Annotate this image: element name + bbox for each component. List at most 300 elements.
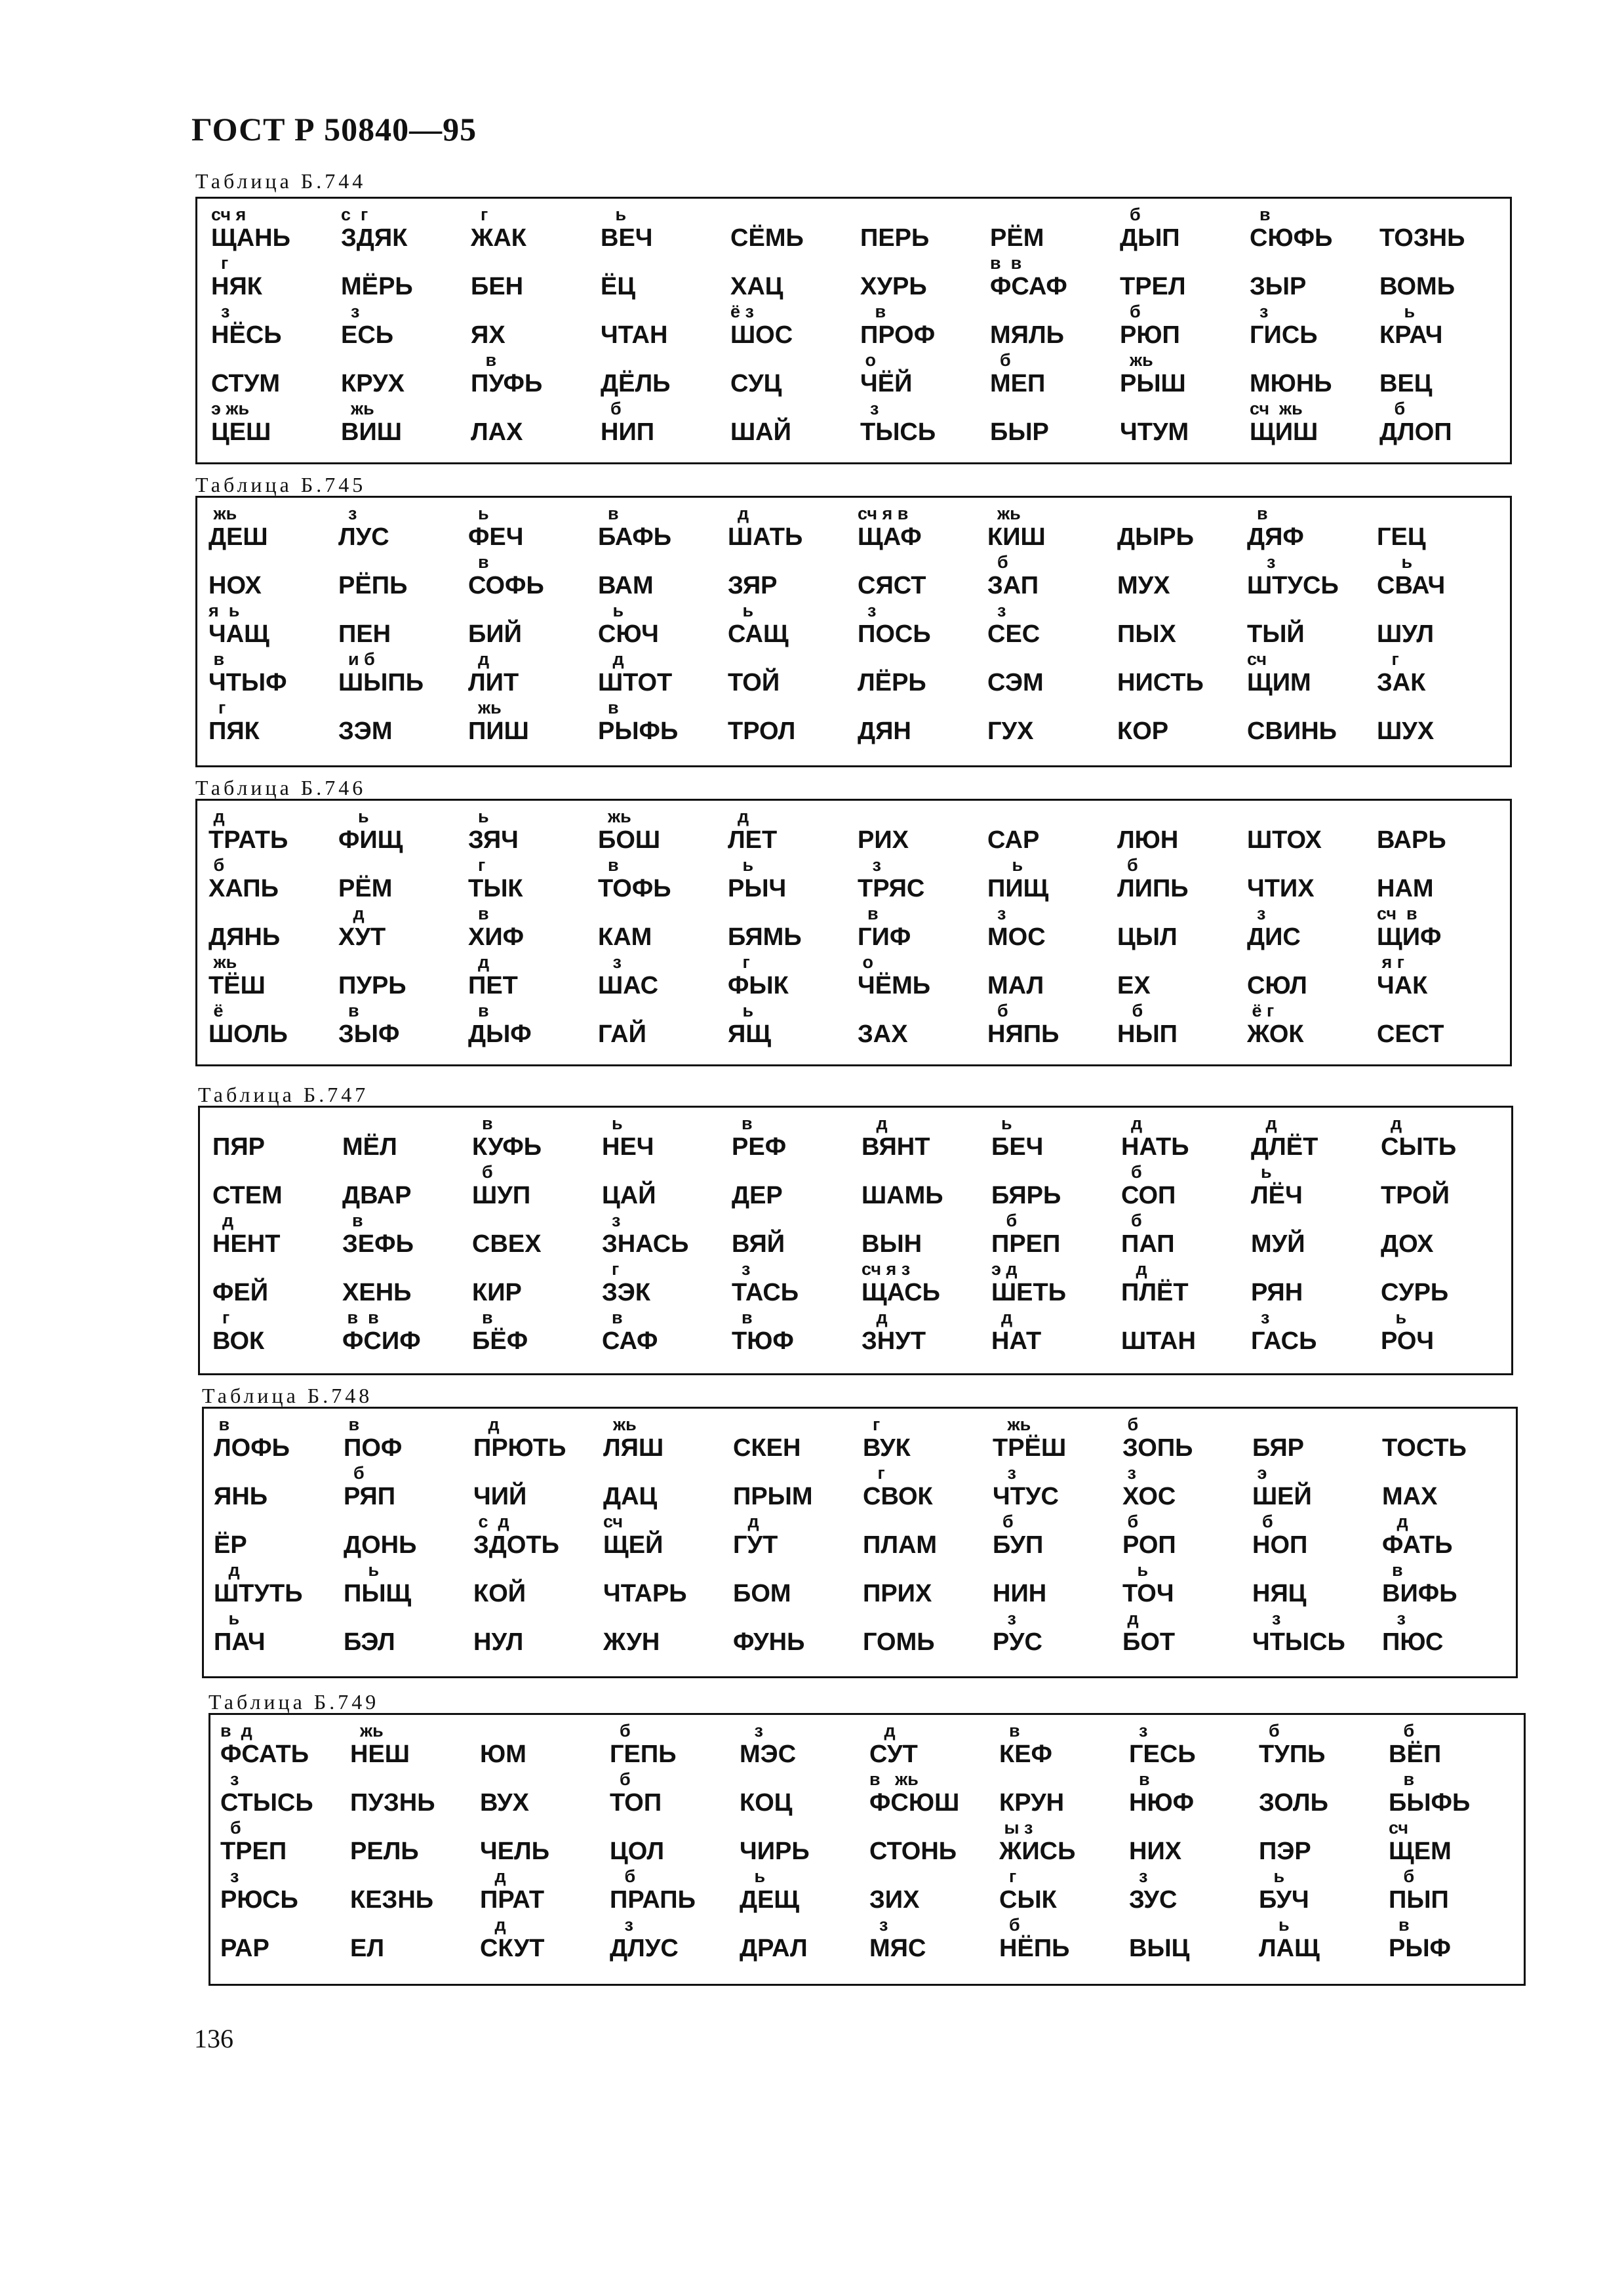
word-cell	[601, 205, 725, 253]
word-cell	[1381, 1114, 1505, 1162]
word-cell	[728, 698, 852, 746]
letter-marks: б	[610, 1721, 631, 1741]
letter-marks: г	[471, 205, 488, 224]
word-cell	[602, 1308, 726, 1356]
test-word: КИШ	[987, 523, 1046, 551]
letter-marks: ь	[1377, 552, 1413, 572]
test-word: ДАЦ	[603, 1483, 658, 1510]
letter-marks: д	[1122, 1609, 1139, 1628]
word-cell	[987, 904, 1112, 952]
test-word: ЗЯЧ	[468, 826, 519, 854]
letter-marks: з	[1251, 1308, 1270, 1327]
word-cell	[858, 649, 982, 698]
test-word: КАМ	[598, 923, 652, 951]
word-cell	[1377, 504, 1501, 552]
test-word: ЗЯР	[728, 572, 778, 599]
word-cell	[991, 1259, 1116, 1308]
word-cell	[598, 552, 723, 601]
test-word: ШЫПЬ	[338, 669, 424, 696]
word-cell	[1377, 698, 1501, 746]
word-cell	[350, 1721, 475, 1769]
letter-marks: э д	[991, 1259, 1018, 1279]
word-cell	[1122, 1463, 1247, 1512]
letter-marks: д	[869, 1721, 896, 1741]
test-word: КРАЧ	[1379, 321, 1443, 349]
test-word: ТРЯС	[858, 875, 925, 902]
letter-marks: з	[602, 1211, 621, 1230]
word-cell	[214, 1560, 338, 1609]
test-word: ВЫН	[862, 1230, 922, 1258]
test-word: НАТ	[991, 1327, 1042, 1355]
test-word: МЁЛ	[342, 1133, 397, 1161]
word-cell	[1251, 1308, 1376, 1356]
letter-marks: в	[208, 649, 225, 669]
word-cell	[1129, 1866, 1254, 1915]
letter-marks: з	[993, 1463, 1016, 1483]
word-cell	[471, 350, 595, 399]
table-caption: Таблица Б.748	[202, 1384, 373, 1407]
word-cell	[999, 1915, 1124, 1964]
letter-marks: д	[1121, 1259, 1147, 1279]
test-word: ПУЗНЬ	[350, 1789, 435, 1817]
test-word: ЩЕЙ	[603, 1531, 663, 1559]
test-word: ЯНЬ	[214, 1483, 268, 1510]
test-word: СУТ	[869, 1741, 918, 1768]
test-word: ПРЕП	[991, 1230, 1061, 1258]
test-word: ЛЁРЬ	[858, 669, 926, 696]
word-cell	[858, 807, 982, 855]
word-cell	[601, 302, 725, 350]
word-cell	[1379, 253, 1504, 302]
word-cell	[1117, 952, 1242, 1001]
letter-marks: з	[869, 1915, 888, 1935]
test-word: НЯПЬ	[987, 1020, 1060, 1048]
word-cell	[1250, 302, 1374, 350]
word-cell	[480, 1769, 604, 1818]
test-word: МУХ	[1117, 572, 1170, 599]
word-cell	[468, 649, 593, 698]
table-caption: Таблица Б.744	[195, 169, 366, 193]
test-word: ГАЙ	[598, 1020, 646, 1048]
word-cell	[987, 601, 1112, 649]
test-word: ВЯЙ	[732, 1230, 785, 1258]
test-word: ШУП	[472, 1182, 531, 1209]
word-cell	[342, 1114, 467, 1162]
test-word: НИП	[601, 418, 655, 446]
letter-marks: г	[211, 253, 229, 273]
test-word: СКЕН	[733, 1434, 801, 1462]
word-cell	[991, 1162, 1116, 1211]
test-word: ЗАП	[987, 572, 1039, 599]
word-cell	[1117, 601, 1242, 649]
letter-marks: б	[1379, 399, 1406, 418]
test-word: РЁМ	[338, 875, 393, 902]
word-cell	[1122, 1512, 1247, 1560]
test-word: БУП	[993, 1531, 1044, 1559]
word-cell	[858, 504, 982, 552]
test-word: ЩИФ	[1377, 923, 1442, 951]
table-caption: Таблица Б.749	[208, 1690, 380, 1714]
word-cell	[863, 1512, 987, 1560]
word-cell	[341, 253, 465, 302]
word-cell	[601, 253, 725, 302]
test-word: ЩЕМ	[1389, 1838, 1452, 1865]
letter-marks: о	[860, 350, 876, 370]
letter-marks: ь	[991, 1114, 1012, 1133]
test-word: ШЕТЬ	[991, 1279, 1067, 1306]
test-word: ТОП	[610, 1789, 662, 1817]
test-word: КОР	[1117, 717, 1169, 745]
word-cell	[212, 1308, 337, 1356]
word-cell	[208, 698, 333, 746]
test-word: ДЯФ	[1247, 523, 1304, 551]
letter-marks: б	[1122, 1512, 1139, 1531]
word-cell	[728, 1001, 852, 1049]
test-word: МЕП	[990, 370, 1046, 397]
word-cell	[990, 205, 1115, 253]
word-cell	[860, 399, 985, 447]
test-word: ХИФ	[468, 923, 525, 951]
word-cell	[987, 855, 1112, 904]
word-cell	[1120, 399, 1244, 447]
test-word: ВОМЬ	[1379, 273, 1456, 300]
letter-marks: з	[220, 1866, 239, 1886]
test-word: МЯЛЬ	[990, 321, 1064, 349]
word-cell	[344, 1463, 468, 1512]
table-caption: Таблица Б.746	[195, 776, 366, 799]
test-word: ПЯР	[212, 1133, 265, 1161]
word-cell	[473, 1463, 598, 1512]
letter-marks: о	[858, 952, 873, 972]
letter-marks: ь	[598, 601, 624, 620]
word-cell	[858, 1001, 982, 1049]
test-word: СУЦ	[730, 370, 782, 397]
test-word: БУЧ	[1259, 1886, 1309, 1914]
letter-marks: б	[1120, 302, 1141, 321]
test-word: РОП	[1122, 1531, 1176, 1559]
letter-marks: жь	[341, 399, 374, 418]
word-cell	[733, 1512, 858, 1560]
test-word: ТРЕП	[220, 1838, 287, 1865]
test-word: ЛИТ	[468, 669, 519, 696]
letter-marks: сч в	[1377, 904, 1417, 923]
word-cell	[1121, 1308, 1246, 1356]
test-word: ТРОЙ	[1381, 1182, 1450, 1209]
word-cell	[1247, 698, 1372, 746]
word-cell	[1117, 855, 1242, 904]
word-cell	[732, 1211, 856, 1259]
letter-marks: з	[987, 904, 1006, 923]
word-cell	[858, 601, 982, 649]
word-cell	[598, 504, 723, 552]
test-word: ШОЛЬ	[208, 1020, 288, 1048]
letter-marks: ь	[1259, 1866, 1285, 1886]
letter-marks: в	[999, 1721, 1020, 1741]
test-word: СОФЬ	[468, 572, 544, 599]
test-word: ДЫФ	[468, 1020, 532, 1048]
word-cell	[1379, 350, 1504, 399]
test-word: ЧАЩ	[208, 620, 269, 648]
test-word: ДИС	[1247, 923, 1301, 951]
test-word: МАЛ	[987, 972, 1044, 999]
word-cell	[468, 904, 593, 952]
word-cell	[728, 601, 852, 649]
word-cell	[468, 1001, 593, 1049]
word-cell	[1252, 1463, 1377, 1512]
test-word: ТЫЙ	[1247, 620, 1305, 648]
word-cell	[338, 698, 463, 746]
test-word: КИР	[472, 1279, 522, 1306]
letter-marks: д	[862, 1114, 888, 1133]
word-cell	[1259, 1818, 1383, 1866]
test-word: ХЕНЬ	[342, 1279, 412, 1306]
word-cell	[350, 1769, 475, 1818]
word-cell	[1247, 807, 1372, 855]
test-word: ВОК	[212, 1327, 265, 1355]
letter-marks: жь	[603, 1415, 637, 1434]
test-word: ТОСТЬ	[1382, 1434, 1467, 1462]
letter-marks: з	[987, 601, 1006, 620]
word-cell	[733, 1463, 858, 1512]
test-word: ПРЫМ	[733, 1483, 813, 1510]
test-word: ВИШ	[341, 418, 402, 446]
test-word: ЖОК	[1247, 1020, 1304, 1048]
test-word: РЮП	[1120, 321, 1180, 349]
word-cell	[1121, 1162, 1246, 1211]
word-cell	[350, 1866, 475, 1915]
test-word: ВАРЬ	[1377, 826, 1446, 854]
test-word: ЗЫР	[1250, 273, 1307, 300]
test-word: КОЦ	[740, 1789, 793, 1817]
test-word: СЮЛ	[1247, 972, 1307, 999]
word-cell	[990, 350, 1115, 399]
test-word: ПЮС	[1382, 1628, 1444, 1656]
test-word: ДЯН	[858, 717, 911, 745]
word-cell	[471, 205, 595, 253]
test-word: ЗНУТ	[862, 1327, 926, 1355]
letter-marks: в	[1389, 1915, 1410, 1935]
test-word: РЯП	[344, 1483, 396, 1510]
word-cell	[733, 1415, 858, 1463]
letter-marks: д	[208, 807, 225, 826]
letter-marks: жь	[468, 698, 502, 717]
test-word: ПИЩ	[987, 875, 1049, 902]
letter-marks: жь	[987, 504, 1021, 523]
test-word: ШОС	[730, 321, 793, 349]
word-cell	[601, 350, 725, 399]
word-cell	[1117, 1001, 1242, 1049]
test-word: ЛАЩ	[1259, 1935, 1320, 1962]
word-cell	[602, 1259, 726, 1308]
page-number: 136	[194, 2024, 233, 2053]
word-cell	[858, 952, 982, 1001]
test-word: ЦАЙ	[602, 1182, 656, 1209]
word-cell	[1117, 552, 1242, 601]
word-cell	[610, 1915, 734, 1964]
word-cell	[472, 1211, 597, 1259]
test-word: ТОЧ	[1122, 1580, 1174, 1607]
word-cell	[1117, 504, 1242, 552]
word-cell	[610, 1818, 734, 1866]
letter-marks: в	[1247, 504, 1268, 523]
letter-marks: б	[1389, 1866, 1415, 1886]
test-word: БЫР	[990, 418, 1049, 446]
letter-marks: д	[480, 1866, 506, 1886]
test-word: ПРАПЬ	[610, 1886, 696, 1914]
test-word: НИХ	[1129, 1838, 1182, 1865]
word-cell	[208, 504, 333, 552]
letter-marks: в	[214, 1415, 230, 1434]
test-word: ДЛЁТ	[1251, 1133, 1318, 1161]
letter-marks: в	[860, 302, 886, 321]
word-cell	[468, 807, 593, 855]
test-word: ТРАТЬ	[208, 826, 288, 854]
test-word: РЯН	[1251, 1279, 1303, 1306]
word-cell	[860, 253, 985, 302]
letter-marks: ь	[338, 807, 369, 826]
word-cell	[1377, 855, 1501, 904]
letter-marks: г	[212, 1308, 230, 1327]
word-cell	[869, 1915, 994, 1964]
word-cell	[1389, 1818, 1513, 1866]
letter-marks: з	[211, 302, 230, 321]
letter-marks: з	[1247, 552, 1276, 572]
test-word: ЁР	[214, 1531, 247, 1559]
word-cell	[860, 205, 985, 253]
word-cell	[338, 649, 463, 698]
test-word: НАМ	[1377, 875, 1434, 902]
test-word: ШАЙ	[730, 418, 791, 446]
word-cell	[598, 904, 723, 952]
word-cell	[1247, 1001, 1372, 1049]
letter-marks: д	[1382, 1512, 1408, 1531]
letter-marks: жь	[350, 1721, 384, 1741]
letter-marks: в	[472, 1114, 493, 1133]
test-word: ЩИМ	[1247, 669, 1311, 696]
test-word: СЮЧ	[598, 620, 659, 648]
test-word: ФЕЙ	[212, 1279, 269, 1306]
word-cell	[208, 904, 333, 952]
word-cell	[220, 1915, 345, 1964]
letter-marks: г	[602, 1259, 620, 1279]
test-word: НИСТЬ	[1117, 669, 1204, 696]
letter-marks: б	[220, 1818, 241, 1838]
letter-marks: в	[468, 552, 489, 572]
letter-marks: б	[987, 1001, 1008, 1020]
test-word: ШТУСЬ	[1247, 572, 1339, 599]
word-cell	[1121, 1114, 1246, 1162]
test-word: ПРЮТЬ	[473, 1434, 566, 1462]
test-word: РЕЛЬ	[350, 1838, 419, 1865]
letter-marks: в	[472, 1308, 493, 1327]
letter-marks: д	[1121, 1114, 1143, 1133]
word-cell	[1247, 904, 1372, 952]
test-word: СЁМЬ	[730, 224, 804, 252]
test-word: ПИШ	[468, 717, 529, 745]
test-word: ЩИШ	[1250, 418, 1318, 446]
test-word: СТЕМ	[212, 1182, 283, 1209]
word-cell	[1379, 205, 1504, 253]
letter-marks: ь	[1379, 302, 1416, 321]
word-cell	[610, 1721, 734, 1769]
word-cell	[1117, 649, 1242, 698]
test-word: СВИНЬ	[1247, 717, 1337, 745]
test-word: МУЙ	[1251, 1230, 1305, 1258]
letter-marks: з	[1382, 1609, 1406, 1628]
test-word: БИЙ	[468, 620, 522, 648]
word-cell	[730, 350, 855, 399]
word-cell	[730, 302, 855, 350]
word-cell	[1259, 1866, 1383, 1915]
letter-marks: д	[480, 1915, 506, 1935]
word-cell	[1129, 1915, 1254, 1964]
word-cell	[728, 904, 852, 952]
letter-marks: б	[472, 1162, 493, 1182]
word-cell	[991, 1211, 1116, 1259]
letter-marks: г	[468, 855, 486, 875]
letter-marks: б	[990, 350, 1011, 370]
table-caption: Таблица Б.747	[198, 1083, 369, 1106]
letter-marks: ь	[344, 1560, 380, 1580]
word-cell	[1381, 1308, 1505, 1356]
letter-marks: д	[862, 1308, 888, 1327]
word-cell	[610, 1866, 734, 1915]
letter-marks: сч я в	[858, 504, 909, 523]
word-cell	[1251, 1114, 1376, 1162]
letter-marks: ь	[468, 504, 489, 523]
test-word: ЩАНЬ	[211, 224, 290, 252]
test-word: ЮМ	[480, 1741, 526, 1768]
word-cell	[342, 1162, 467, 1211]
word-cell	[732, 1308, 856, 1356]
word-cell	[338, 904, 463, 952]
test-word: ВАМ	[598, 572, 654, 599]
test-word: ЧЕЛЬ	[480, 1838, 550, 1865]
test-word: КЕФ	[999, 1741, 1052, 1768]
word-cell	[1120, 302, 1244, 350]
test-word: БЁФ	[472, 1327, 528, 1355]
word-cell	[858, 855, 982, 904]
test-word: ТЫК	[468, 875, 523, 902]
test-word: ЗИХ	[869, 1886, 920, 1914]
test-word: ПОСЬ	[858, 620, 931, 648]
word-cell	[1117, 904, 1242, 952]
word-cell	[993, 1512, 1117, 1560]
word-cell	[338, 504, 463, 552]
test-word: ЗАХ	[858, 1020, 908, 1048]
word-cell	[471, 302, 595, 350]
letter-marks: сч я	[211, 205, 247, 224]
word-cell	[987, 552, 1112, 601]
letter-marks: ь	[601, 205, 627, 224]
test-word: НИН	[993, 1580, 1047, 1607]
letter-marks: я ь	[208, 601, 240, 620]
test-word: ЧЁЙ	[860, 370, 913, 397]
test-word: ШАС	[598, 972, 659, 999]
word-cell	[1251, 1211, 1376, 1259]
letter-marks: з	[610, 1915, 633, 1935]
letter-marks: ь	[1381, 1308, 1407, 1327]
letter-marks: в	[602, 1308, 623, 1327]
word-cell	[598, 601, 723, 649]
letter-marks: ь	[728, 855, 754, 875]
test-word: ШТОТ	[598, 669, 673, 696]
letter-marks: б	[1117, 1001, 1143, 1020]
test-word: РЁПЬ	[338, 572, 408, 599]
letter-marks: б	[1121, 1162, 1142, 1182]
word-cell	[344, 1415, 468, 1463]
word-cell	[1379, 302, 1504, 350]
